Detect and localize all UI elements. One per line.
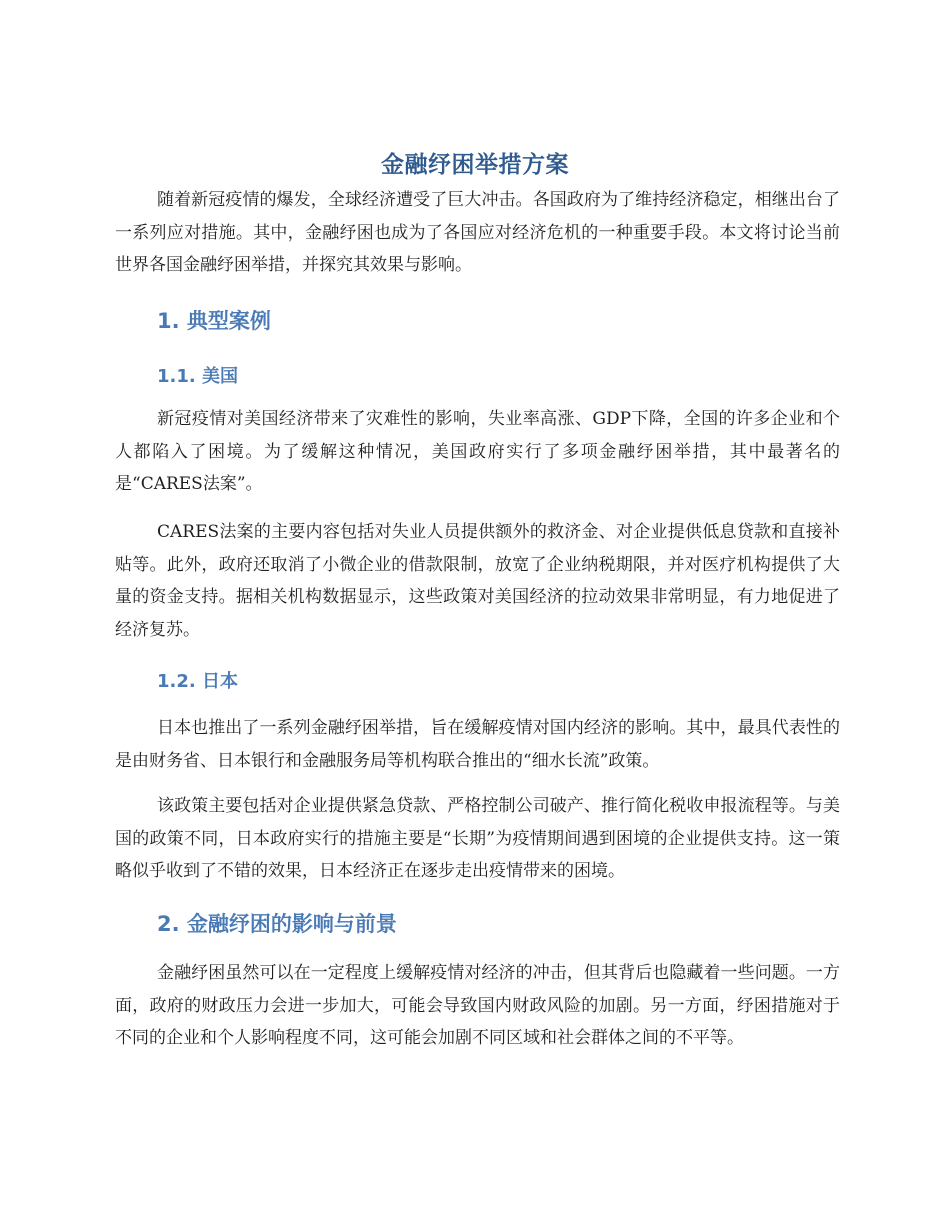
japan-paragraph-2: 该政策主要包括对企业提供紧急贷款、严格控制公司破产、推行简化税收申报流程等。与美国的政策不同，日本政府实行的措施主要是“长期”为疫情期间遇到困境的企业提供支持。这一策略似乎收到了不错的效果，日本经济正在逐步走出疫情带来的困境。 — [115, 796, 840, 881]
usa-paragraph-2: CARES法案的主要内容包括对失业人员提供额外的救济金、对企业提供低息贷款和直接补贴等。此外，政府还取消了小微企业的借款限制，放宽了企业纳税期限，并对医疗机构提供了大量的资金支持。据相关机构数据显示，这些政策对美国经济的拉动效果非常明显，有力地促进了经济复苏。 — [115, 522, 840, 640]
intro-paragraph: 随着新冠疫情的爆发，全球经济遭受了巨大冲击。各国政府为了维持经济稳定，相继出台了一系列应对措施。其中，金融纾困也成为了各国应对经济危机的一种重要手段。本文将讨论当前世界各国金融纾困举措，并探究其效果与影响。 — [115, 190, 840, 275]
document-title: 金融纾困举措方案 — [381, 152, 569, 178]
section-1-2-heading: 1.2. 日本 — [157, 671, 238, 692]
impact-paragraph: 金融纾困虽然可以在一定程度上缓解疫情对经济的冲击，但其背后也隐藏着一些问题。一方面，政府的财政压力会进一步加大，可能会导致国内财政风险的加剧。另一方面，纾困措施对于不同的企业和个人影响程度不同，这可能会加剧不同区域和社会群体之间的不平等。 — [115, 963, 840, 1048]
section-2-heading: 2. 金融纾困的影响与前景 — [157, 912, 397, 936]
usa-paragraph-1: 新冠疫情对美国经济带来了灾难性的影响，失业率高涨、GDP下降，全国的许多企业和个人都陷入了困境。为了缓解这种情况，美国政府实行了多项金融纾困举措，其中最著名的是“CARES法案”。 — [115, 409, 840, 494]
section-1-1-heading: 1.1. 美国 — [157, 366, 238, 387]
section-1-heading: 1. 典型案例 — [157, 309, 271, 333]
japan-paragraph-1: 日本也推出了一系列金融纾困举措，旨在缓解疫情对国内经济的影响。其中，最具代表性的是由财务省、日本银行和金融服务局等机构联合推出的“细水长流”政策。 — [115, 718, 840, 771]
